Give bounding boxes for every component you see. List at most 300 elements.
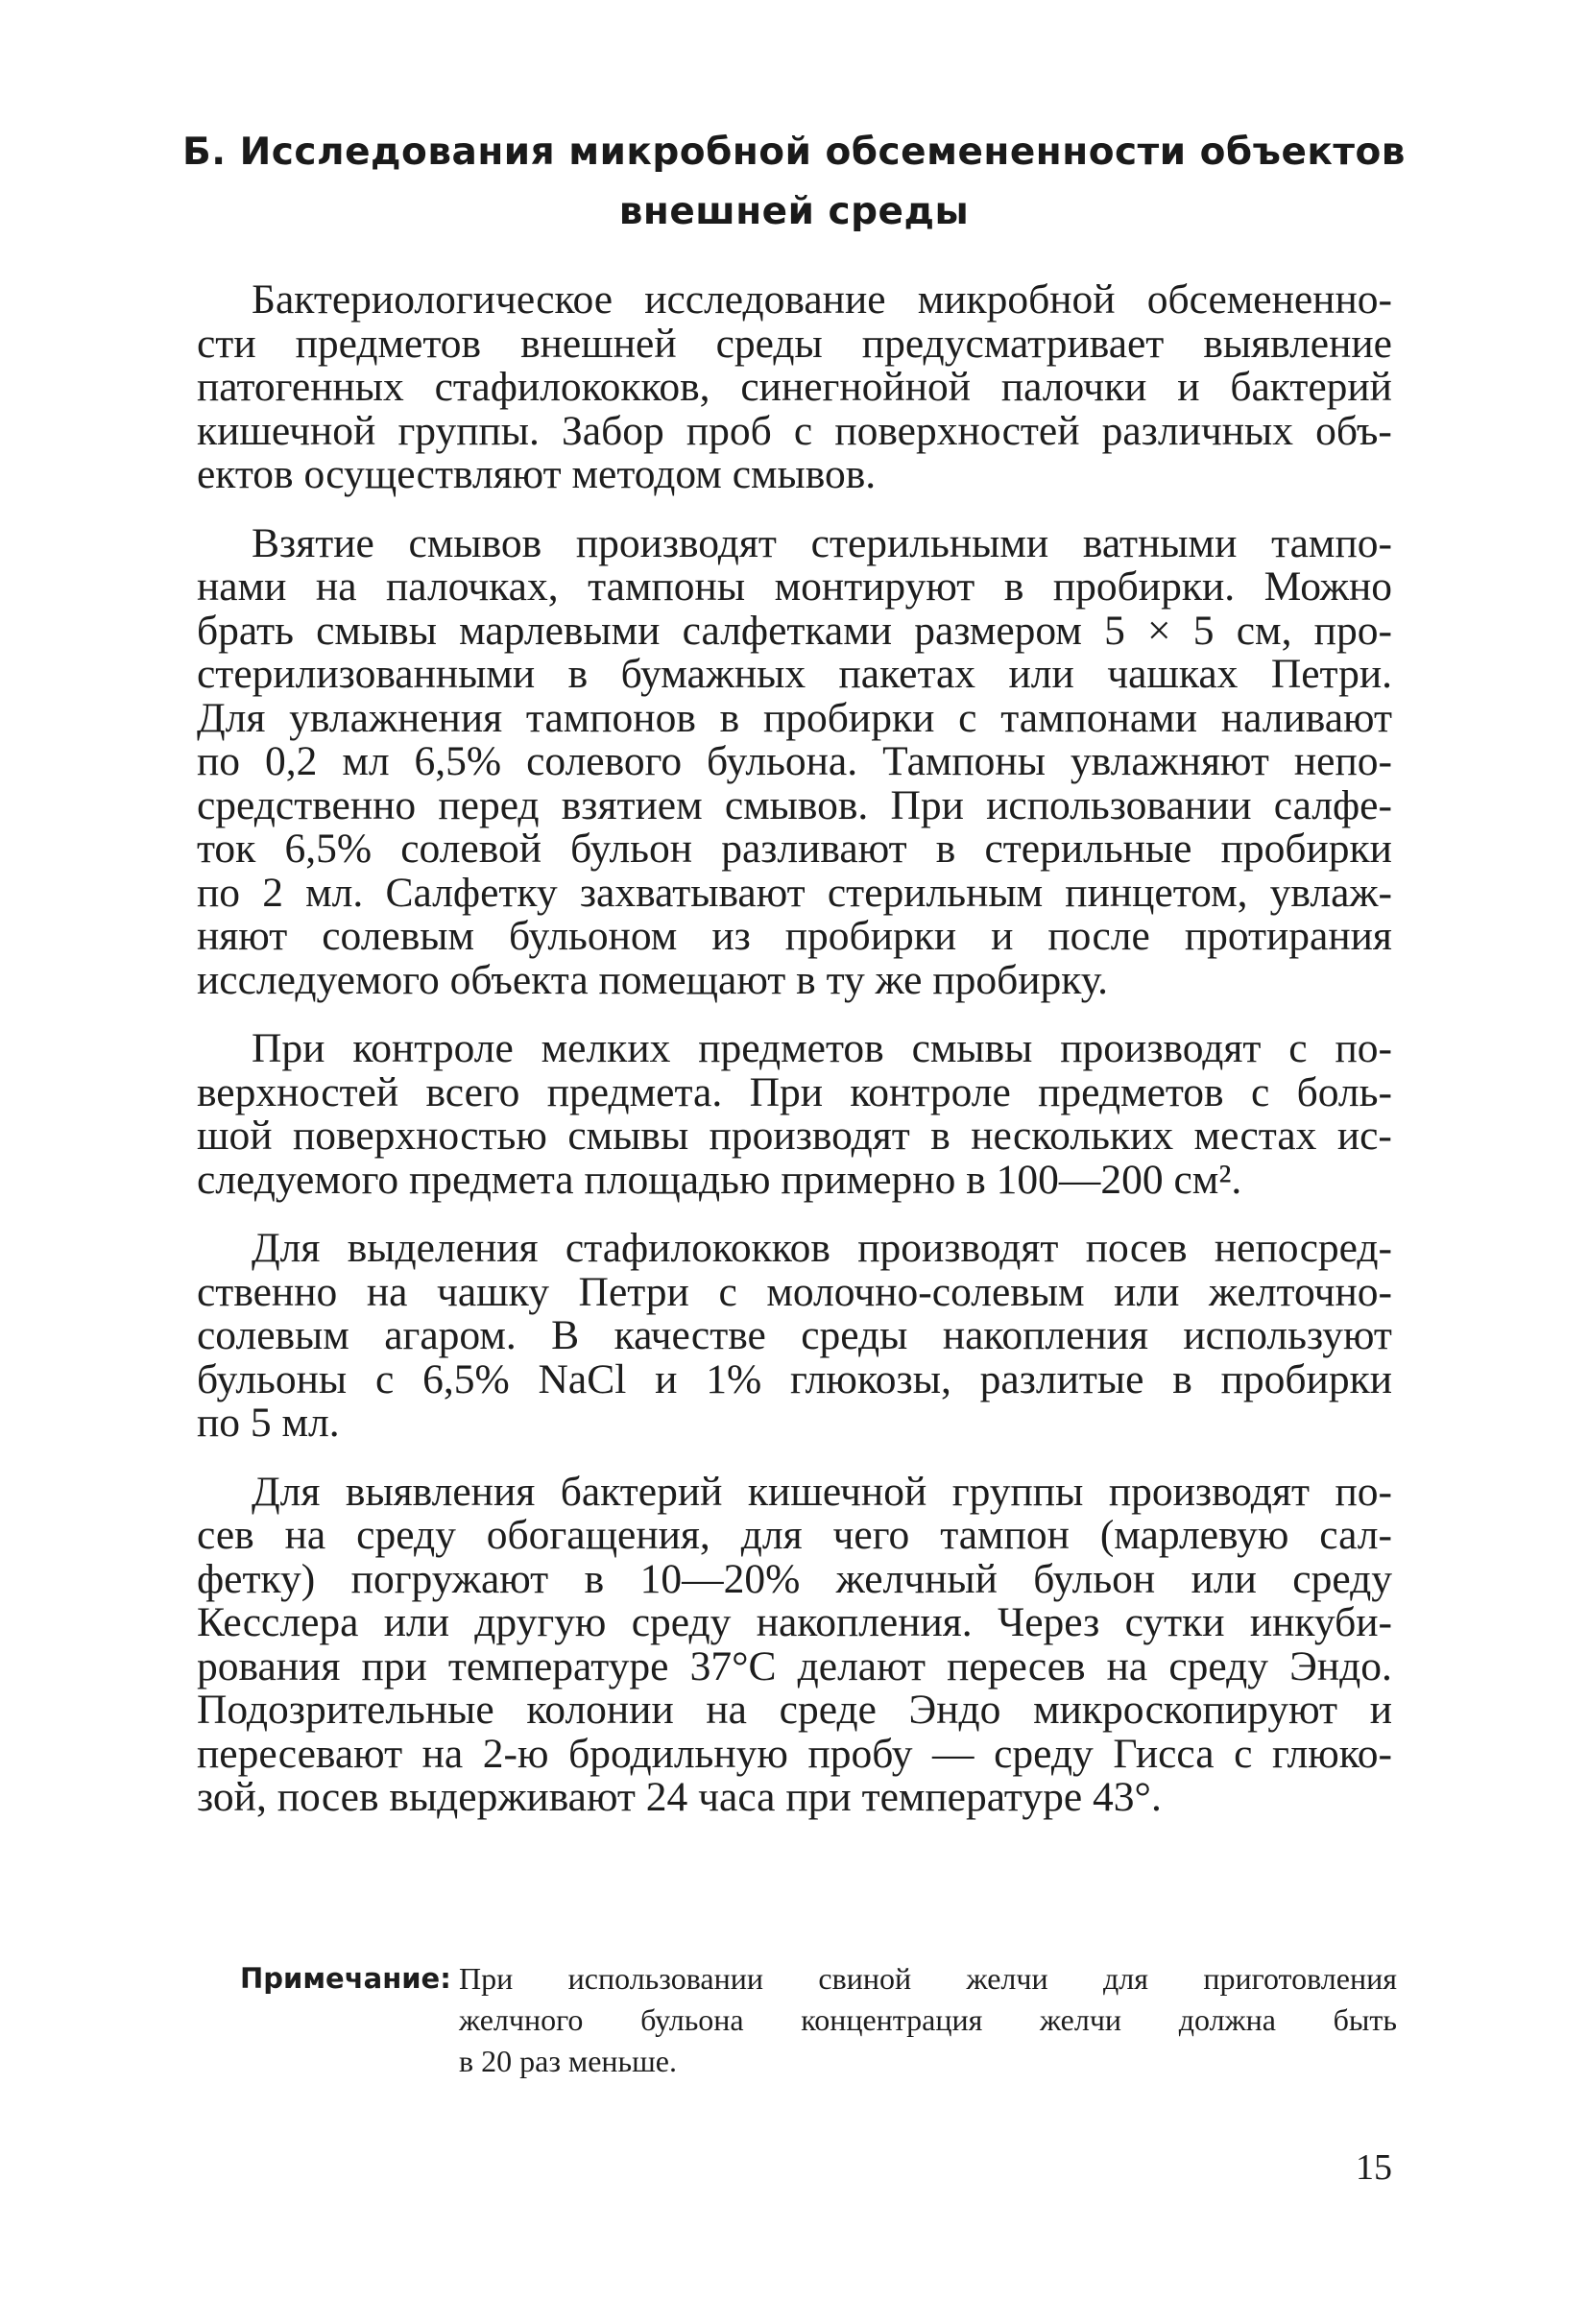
word: с bbox=[374, 1355, 395, 1402]
word: используют bbox=[1183, 1312, 1392, 1358]
word: Эндо. bbox=[1289, 1642, 1392, 1689]
word: патогенных bbox=[197, 364, 404, 410]
word: с bbox=[958, 694, 977, 741]
word: размером bbox=[914, 607, 1082, 654]
word: разливают bbox=[721, 826, 907, 872]
word: группы. bbox=[397, 407, 540, 454]
word: предметов bbox=[295, 320, 482, 367]
word: см, bbox=[1236, 607, 1292, 654]
word: примерно bbox=[781, 1156, 967, 1203]
word: про- bbox=[1313, 607, 1392, 654]
word: шой bbox=[197, 1113, 273, 1159]
paragraph bbox=[197, 1027, 1392, 1202]
word: обсемененно- bbox=[1146, 276, 1392, 323]
word: среде bbox=[779, 1687, 877, 1733]
word: смывов bbox=[408, 519, 542, 566]
word: 10—20% bbox=[639, 1555, 801, 1602]
text-line bbox=[197, 915, 1392, 959]
word: мл. bbox=[305, 869, 364, 916]
text-line bbox=[197, 519, 1392, 566]
word: пинцетом, bbox=[1065, 869, 1248, 916]
word: взятием bbox=[561, 781, 703, 828]
word: 6,5% bbox=[414, 738, 502, 784]
word: молочно-солевым bbox=[766, 1268, 1085, 1315]
word: на bbox=[1106, 1642, 1148, 1689]
text-line bbox=[197, 565, 1392, 610]
word: Для bbox=[252, 1225, 321, 1271]
word: агаром. bbox=[384, 1312, 517, 1358]
word: бульона. bbox=[707, 738, 858, 784]
word: пересевают bbox=[197, 1730, 403, 1777]
word: контроле bbox=[850, 1068, 1011, 1115]
word: кишечной bbox=[747, 1468, 927, 1515]
word: выявление bbox=[1203, 320, 1392, 367]
word: кишечной bbox=[197, 407, 376, 454]
word: выделения bbox=[347, 1225, 539, 1271]
word: или bbox=[1008, 651, 1074, 697]
word: по- bbox=[1335, 1025, 1392, 1071]
word: микроскопируют bbox=[1033, 1687, 1338, 1733]
word: мл. bbox=[281, 1400, 340, 1446]
word: синегнойной bbox=[740, 364, 972, 410]
word: быть bbox=[1333, 2002, 1397, 2037]
word: пробирки bbox=[763, 694, 935, 741]
word: 6,5% bbox=[284, 826, 373, 872]
word: глюко- bbox=[1271, 1730, 1392, 1777]
text-line bbox=[197, 1114, 1392, 1159]
word: Бактериологическое bbox=[252, 276, 614, 323]
word: Петри bbox=[578, 1268, 689, 1315]
text-line bbox=[197, 1355, 1392, 1402]
word: тампон bbox=[940, 1512, 1070, 1558]
word: непо- bbox=[1293, 738, 1392, 784]
word: палочках, bbox=[386, 563, 559, 610]
word: помещают bbox=[598, 956, 797, 1003]
word: солевым bbox=[322, 913, 475, 959]
word: стерильным bbox=[827, 869, 1044, 916]
word: монтируют bbox=[774, 563, 975, 610]
word: с bbox=[1250, 1068, 1270, 1115]
word: выявления bbox=[345, 1468, 536, 1515]
word: Можно bbox=[1263, 563, 1392, 610]
word: на bbox=[366, 1268, 408, 1315]
text-line bbox=[197, 1027, 1392, 1071]
word: стерильными bbox=[810, 519, 1049, 566]
word: производят bbox=[709, 1113, 910, 1159]
word: Подозрительные bbox=[197, 1687, 494, 1733]
text-line bbox=[197, 1268, 1392, 1315]
word: в bbox=[1172, 1355, 1192, 1402]
word: пробирки. bbox=[1052, 563, 1236, 610]
word: смывы bbox=[567, 1113, 689, 1159]
word: смывов. bbox=[724, 781, 869, 828]
word: желчи bbox=[966, 1961, 1048, 1996]
word: брать bbox=[197, 607, 294, 654]
text-line bbox=[197, 366, 1392, 410]
text-line bbox=[197, 869, 1392, 916]
word: стерильные bbox=[984, 826, 1192, 872]
text-line bbox=[459, 1958, 1397, 2000]
word: внешней bbox=[520, 320, 677, 367]
text-line bbox=[197, 1468, 1392, 1515]
word: производят bbox=[1108, 1468, 1310, 1515]
word: При bbox=[890, 781, 964, 828]
word: использовании bbox=[567, 1961, 763, 1996]
word: солевой bbox=[400, 826, 542, 872]
word: всего bbox=[425, 1068, 520, 1115]
word: среду bbox=[1168, 1642, 1269, 1689]
word: при bbox=[361, 1642, 427, 1689]
word: исследуемого bbox=[197, 956, 450, 1003]
word: раз bbox=[519, 2044, 568, 2078]
word: 2-ю bbox=[482, 1730, 549, 1777]
word: 5 bbox=[250, 1400, 282, 1446]
word: часа bbox=[698, 1774, 786, 1820]
word: сал- bbox=[1319, 1512, 1392, 1558]
word: нами bbox=[197, 563, 287, 610]
word: на bbox=[421, 1730, 464, 1777]
word: и bbox=[1177, 364, 1200, 410]
word: Для bbox=[197, 694, 266, 741]
word: салфетками bbox=[682, 607, 893, 654]
word: см². bbox=[1173, 1156, 1242, 1203]
word: при bbox=[785, 1774, 862, 1820]
word: и bbox=[1369, 1687, 1392, 1733]
word: — bbox=[932, 1730, 974, 1777]
word: верхностей bbox=[197, 1068, 399, 1115]
word: для bbox=[1103, 1961, 1148, 1996]
paragraph bbox=[197, 278, 1392, 497]
word: среду bbox=[631, 1599, 732, 1645]
word: и bbox=[991, 913, 1014, 959]
word: ственно bbox=[197, 1268, 338, 1315]
text-line bbox=[197, 278, 1392, 323]
word: бульоны bbox=[197, 1355, 348, 1402]
word: бульона bbox=[640, 2002, 744, 2037]
word: мл bbox=[342, 738, 390, 784]
word: 5 bbox=[1104, 607, 1125, 654]
word: по bbox=[197, 869, 241, 916]
word: контроле bbox=[352, 1025, 514, 1071]
word: 5 bbox=[1192, 607, 1215, 654]
word: в bbox=[584, 1555, 605, 1602]
word: NaCl bbox=[538, 1355, 627, 1402]
word: тампоны bbox=[588, 563, 746, 610]
word: При bbox=[252, 1025, 325, 1071]
word: ектов bbox=[197, 451, 304, 497]
word: желточно- bbox=[1209, 1268, 1392, 1315]
word: сти bbox=[197, 320, 256, 367]
word: проб bbox=[686, 407, 772, 454]
word: местах bbox=[1193, 1113, 1317, 1159]
word: или bbox=[1114, 1268, 1180, 1315]
paragraph bbox=[197, 1227, 1392, 1446]
word: 6,5% bbox=[422, 1355, 510, 1402]
word: выдерживают bbox=[389, 1774, 646, 1820]
word: чашках bbox=[1107, 651, 1239, 697]
word: с bbox=[793, 407, 813, 454]
word: пакетах bbox=[838, 651, 976, 697]
word: использовании bbox=[986, 781, 1252, 828]
word: ватными bbox=[1082, 519, 1238, 566]
word: Взятие bbox=[252, 519, 374, 566]
word: нескольких bbox=[971, 1113, 1174, 1159]
word: в bbox=[930, 1113, 950, 1159]
word: пробу bbox=[807, 1730, 913, 1777]
word: Салфетку bbox=[385, 869, 558, 916]
word: смывы bbox=[316, 607, 437, 654]
word: другую bbox=[474, 1599, 607, 1645]
word: в bbox=[1003, 563, 1024, 610]
word: предметов bbox=[1038, 1068, 1224, 1115]
word: концентрация bbox=[801, 2002, 983, 2037]
word: смывов. bbox=[732, 451, 877, 497]
word: Кесслера bbox=[197, 1599, 359, 1645]
word: делают bbox=[797, 1642, 926, 1689]
word: Эндо bbox=[908, 1687, 1001, 1733]
word: увлажняют bbox=[1070, 738, 1269, 784]
word: объ- bbox=[1315, 407, 1392, 454]
word: бульон bbox=[570, 826, 693, 872]
word: стерилизованными bbox=[197, 651, 536, 697]
note-label: Примечание: bbox=[240, 1962, 451, 1995]
word: ток bbox=[197, 826, 256, 872]
word: Гисса bbox=[1113, 1730, 1215, 1777]
word: на bbox=[315, 563, 357, 610]
word: среды bbox=[715, 320, 823, 367]
word: должна bbox=[1178, 2002, 1276, 2037]
word: боль- bbox=[1296, 1068, 1392, 1115]
word: бульоном bbox=[509, 913, 678, 959]
text-line bbox=[197, 653, 1392, 697]
word: перед bbox=[438, 781, 540, 828]
word: Петри. bbox=[1270, 651, 1392, 697]
word: сутки bbox=[1124, 1599, 1225, 1645]
word: качестве bbox=[614, 1312, 766, 1358]
text-line bbox=[197, 1689, 1392, 1733]
word: накопления bbox=[942, 1312, 1148, 1358]
word: непосред- bbox=[1214, 1225, 1392, 1271]
text-line bbox=[197, 1514, 1392, 1558]
word: При bbox=[459, 1961, 514, 1996]
word: в bbox=[935, 826, 956, 872]
word: обогащения, bbox=[486, 1512, 710, 1558]
word: или bbox=[1191, 1555, 1257, 1602]
word: пробирки bbox=[1220, 1355, 1392, 1402]
word: тампо- bbox=[1271, 519, 1392, 566]
text-line bbox=[459, 2000, 1397, 2041]
word: Тампоны bbox=[882, 738, 1046, 784]
word: При bbox=[749, 1068, 824, 1115]
word: следуемого bbox=[197, 1156, 410, 1203]
word: 100—200 bbox=[996, 1156, 1174, 1203]
word: в bbox=[459, 2044, 482, 2078]
word: 20 bbox=[481, 2044, 520, 2078]
word: тампонов bbox=[525, 694, 696, 741]
text-line bbox=[197, 1314, 1392, 1358]
word: погружают bbox=[350, 1555, 549, 1602]
word: стафилококков bbox=[565, 1225, 830, 1271]
word: желчи bbox=[1039, 2002, 1122, 2037]
word: в bbox=[719, 694, 740, 741]
word: желчный bbox=[835, 1555, 998, 1602]
word: наливают bbox=[1220, 694, 1392, 741]
text-line bbox=[197, 694, 1392, 741]
word: бактерий bbox=[560, 1468, 723, 1515]
word: площадью bbox=[584, 1156, 782, 1203]
word: среды bbox=[801, 1312, 908, 1358]
word: на bbox=[284, 1512, 326, 1558]
section-heading-line-1: Б. Исследования микробной обсемененности объектов bbox=[182, 131, 1406, 174]
text-line bbox=[197, 1730, 1392, 1777]
word: тампонами bbox=[1000, 694, 1198, 741]
text-line bbox=[197, 1402, 1392, 1446]
word: ис- bbox=[1336, 1113, 1392, 1159]
word: и bbox=[655, 1355, 678, 1402]
word: (марлевую bbox=[1099, 1512, 1289, 1558]
word: после bbox=[1047, 913, 1150, 959]
word: 37°C bbox=[689, 1642, 777, 1689]
paragraph bbox=[197, 519, 1392, 1003]
word: осуществляют bbox=[303, 451, 572, 497]
word: приготовления bbox=[1203, 1961, 1397, 1996]
word: микробной bbox=[917, 276, 1116, 323]
word: пробирку. bbox=[932, 956, 1109, 1003]
word: Для bbox=[252, 1468, 321, 1515]
word: меньше. bbox=[567, 2044, 677, 2078]
word: накопления. bbox=[756, 1599, 973, 1645]
word: смывы bbox=[911, 1025, 1033, 1071]
word: фетку) bbox=[197, 1555, 316, 1602]
word: марлевыми bbox=[459, 607, 661, 654]
word: же bbox=[875, 956, 933, 1003]
word: объекта bbox=[449, 956, 599, 1003]
word: с bbox=[718, 1268, 737, 1315]
text-line bbox=[197, 607, 1392, 654]
word: температуре bbox=[861, 1774, 1094, 1820]
word: солевого bbox=[526, 738, 683, 784]
word: в bbox=[796, 956, 827, 1003]
word: протирания bbox=[1184, 913, 1392, 959]
word: на bbox=[706, 1687, 747, 1733]
word: в bbox=[567, 651, 589, 697]
word: предусматривает bbox=[861, 320, 1165, 367]
word: 24 bbox=[645, 1774, 699, 1820]
word: среду bbox=[1292, 1555, 1392, 1602]
text-line bbox=[197, 1642, 1392, 1689]
word: чего bbox=[832, 1512, 910, 1558]
word: глюкозы, bbox=[790, 1355, 951, 1402]
word: пробирки bbox=[1220, 826, 1392, 872]
word: предмета. bbox=[546, 1068, 723, 1115]
word: посев bbox=[1085, 1225, 1188, 1271]
word: бумажных bbox=[620, 651, 806, 697]
word: предмета bbox=[409, 1156, 585, 1203]
word: или bbox=[383, 1599, 449, 1645]
word: Забор bbox=[562, 407, 664, 454]
word: группы bbox=[951, 1468, 1084, 1515]
word: 2 bbox=[262, 869, 283, 916]
text-line bbox=[197, 453, 1392, 497]
word: увлажнения bbox=[289, 694, 503, 741]
word: стафилококков, bbox=[434, 364, 710, 410]
word: солевым bbox=[197, 1312, 349, 1358]
word: 0,2 bbox=[264, 738, 318, 784]
paragraph bbox=[197, 1468, 1392, 1820]
text-line bbox=[197, 956, 1392, 1003]
text-line bbox=[197, 740, 1392, 784]
note-body bbox=[459, 1958, 1397, 2082]
word: для bbox=[740, 1512, 803, 1558]
text-line bbox=[197, 1776, 1392, 1820]
body-text bbox=[197, 278, 1392, 1845]
word: производят bbox=[575, 519, 777, 566]
word: пересев bbox=[947, 1642, 1086, 1689]
word: по bbox=[197, 738, 241, 784]
word: ту bbox=[826, 956, 876, 1003]
word: 43°. bbox=[1093, 1774, 1162, 1820]
word: посев bbox=[277, 1774, 390, 1820]
word: среду bbox=[356, 1512, 456, 1558]
word: разлитые bbox=[979, 1355, 1144, 1402]
text-line bbox=[197, 781, 1392, 828]
word: из bbox=[711, 913, 751, 959]
word: няют bbox=[197, 913, 288, 959]
text-line bbox=[197, 1601, 1392, 1645]
word: в bbox=[966, 1156, 997, 1203]
section-heading bbox=[154, 123, 1434, 242]
word: × bbox=[1147, 607, 1171, 654]
word: по bbox=[197, 1400, 251, 1446]
word: свиной bbox=[818, 1961, 912, 1996]
word: с bbox=[1288, 1025, 1308, 1071]
word: предметов bbox=[698, 1025, 884, 1071]
word: средственно bbox=[197, 781, 417, 828]
word: производят bbox=[1060, 1025, 1262, 1071]
word: пробирки bbox=[784, 913, 957, 959]
word: температуре bbox=[447, 1642, 669, 1689]
word: сев bbox=[197, 1512, 254, 1558]
word: палочки bbox=[1000, 364, 1147, 410]
word: поверхностью bbox=[293, 1113, 547, 1159]
word: методом bbox=[571, 451, 733, 497]
text-line bbox=[197, 407, 1392, 454]
text-line bbox=[197, 1156, 1392, 1203]
text-line bbox=[197, 827, 1392, 872]
word: бульон bbox=[1033, 1555, 1156, 1602]
section-heading-line-2: внешней среды bbox=[618, 190, 970, 233]
word: рования bbox=[197, 1642, 341, 1689]
word: увлаж- bbox=[1269, 869, 1392, 916]
text-line bbox=[197, 1068, 1392, 1115]
word: колонии bbox=[526, 1687, 674, 1733]
word: 1% bbox=[706, 1355, 762, 1402]
page-number: 15 bbox=[1356, 2147, 1392, 2188]
word: зой, bbox=[197, 1774, 277, 1820]
word: различных bbox=[1101, 407, 1293, 454]
text-line bbox=[459, 2041, 1397, 2082]
word: захватывают bbox=[579, 869, 806, 916]
word: желчного bbox=[459, 2002, 584, 2037]
word: исследование bbox=[644, 276, 886, 323]
word: чашку bbox=[437, 1268, 549, 1315]
text-line bbox=[197, 320, 1392, 367]
word: инкуби- bbox=[1249, 1599, 1392, 1645]
word: по- bbox=[1335, 1468, 1392, 1515]
word: среду bbox=[994, 1730, 1094, 1777]
word: мелких bbox=[541, 1025, 671, 1071]
text-line bbox=[197, 1227, 1392, 1271]
